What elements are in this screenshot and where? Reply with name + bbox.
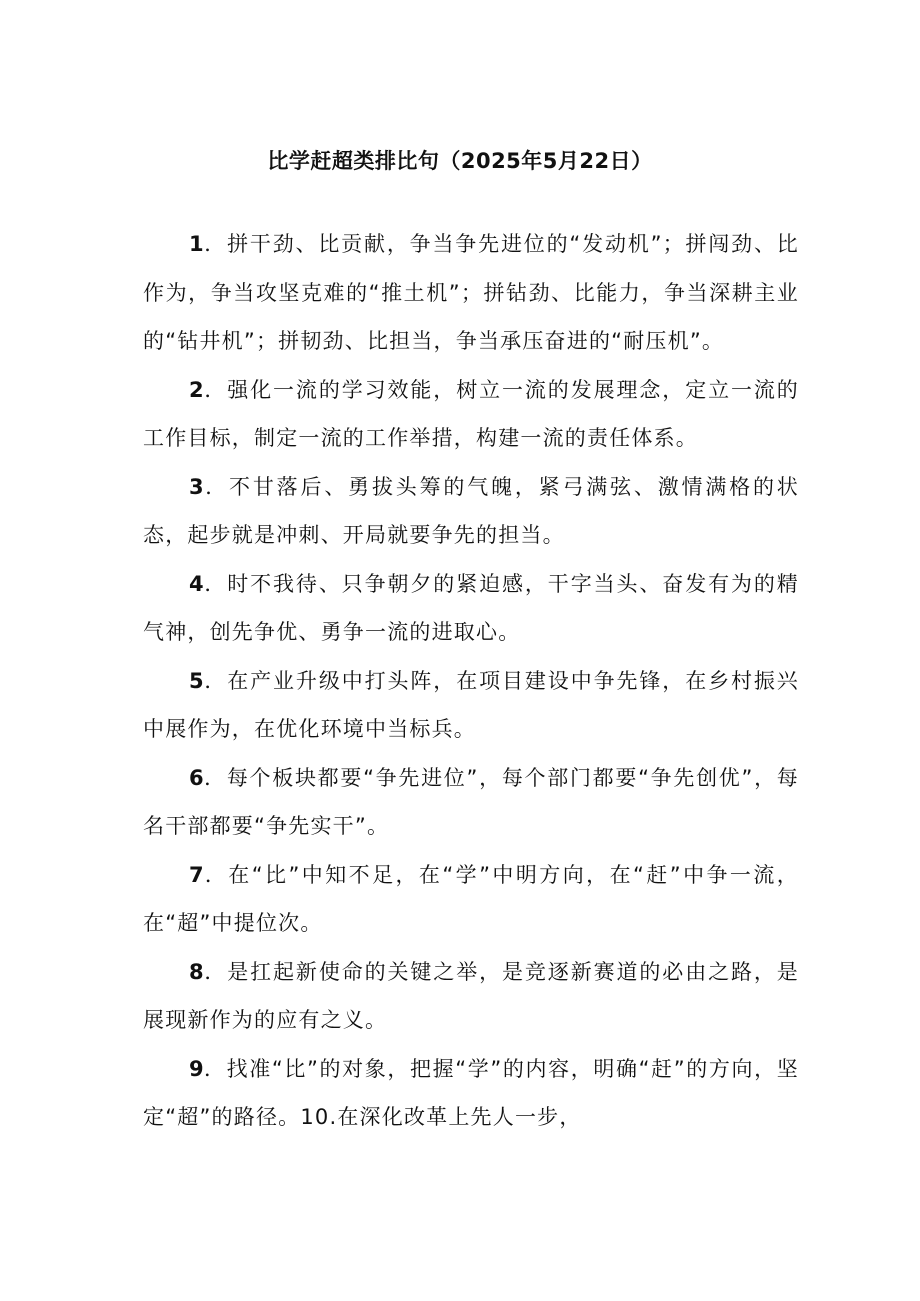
paragraph-8 — [143, 948, 799, 1045]
paragraph-text: ．在“比”中知不足，在“学”中明方向，在“赶”中争一流，在“超”中提位次。 — [143, 862, 799, 935]
paragraph-text: ．是扛起新使命的关键之举，是竞逐新赛道的必由之路，是展现新作为的应有之义。 — [143, 959, 799, 1032]
paragraph-text: ．在产业升级中打头阵，在项目建设中争先锋，在乡村振兴中展作为，在优化环境中当标兵。 — [143, 668, 799, 741]
paragraph-3 — [143, 463, 799, 560]
paragraph-number: 6 — [189, 765, 204, 790]
paragraph-5 — [143, 657, 799, 754]
paragraph-text: ．拼干劲、比贡献，争当争先进位的“发动机”；拼闯劲、比作为，争当攻坚克难的“推土机”；拼钻劲、比能力，争当深耕主业的“钻井机”；拼韧劲、比担当，争当承压奋进的“耐压机”。 — [143, 232, 799, 353]
document-title: 比学赶超类排比句（2025年5月22日） — [267, 149, 653, 173]
paragraph-9 — [143, 1045, 799, 1142]
paragraph-text: ．找准“比”的对象，把握“学”的内容，明确“赶”的方向，坚定“超”的路径。10.在深化改革上先人一步， — [143, 1056, 799, 1129]
paragraph-2 — [143, 366, 799, 463]
paragraph-7 — [143, 851, 799, 948]
paragraph-4 — [143, 560, 799, 657]
document-body — [143, 220, 799, 1142]
paragraph-number: 2 — [189, 377, 204, 402]
paragraph-number: 8 — [189, 959, 204, 984]
paragraph-number: 5 — [189, 668, 204, 693]
paragraph-number: 9 — [189, 1056, 204, 1081]
paragraph-text: ．不甘落后、勇拔头筹的气魄，紧弓满弦、激情满格的状态，起步就是冲刺、开局就要争先的担当。 — [143, 474, 799, 547]
paragraph-number: 7 — [189, 862, 204, 887]
paragraph-text: ．每个板块都要“争先进位”，每个部门都要“争先创优”，每名干部都要“争先实干”。 — [143, 765, 799, 838]
paragraph-number: 4 — [189, 571, 204, 596]
paragraph-6 — [143, 754, 799, 851]
paragraph-number: 1 — [189, 232, 204, 256]
paragraph-1 — [143, 220, 799, 366]
paragraph-number: 3 — [189, 474, 204, 499]
paragraph-text: ．强化一流的学习效能，树立一流的发展理念，定立一流的工作目标，制定一流的工作举措，构建一流的责任体系。 — [143, 377, 799, 450]
paragraph-text: ．时不我待、只争朝夕的紧迫感，干字当头、奋发有为的精气神，创先争优、勇争一流的进取心。 — [143, 571, 799, 644]
